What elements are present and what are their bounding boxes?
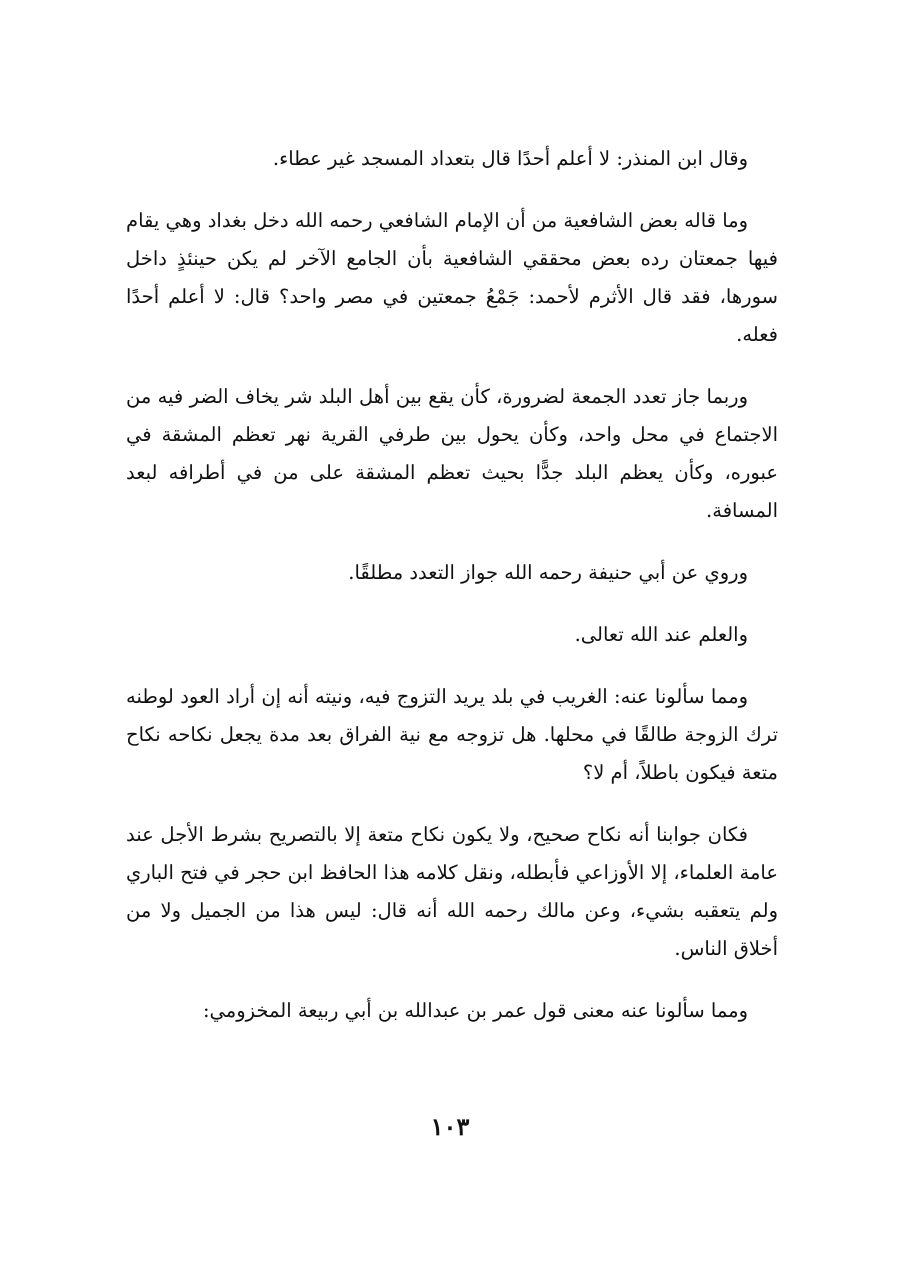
paragraph-allah-knows: والعلم عند الله تعالى. (574, 623, 748, 646)
page-number: ١٠٣ (430, 1112, 470, 1141)
paragraph-answer: فكان جوابنا أنه نكاح صحيح، ولا يكون نكاح متعة إلا بالتصريح بشرط الأجل عند عامة العلماء، إلا الأوزاعي فأبطله، ونقل كلامه هذا الحافظ ابن حجر في فتح الباري ولم يتعقبه بشيء، وعن مالك رحمه الله أنه قال: ليس هذا من الجميل ولا من أخلاق الناس. (126, 823, 778, 960)
paragraph-umar-question: ومما سألونا عنه معنى قول عمر بن عبدالله بن أبي ربيعة المخزومي: (202, 999, 748, 1022)
paragraph-stranger-question: ومما سألونا عنه: الغريب في بلد يريد التزوج فيه، ونيته أنه إن أراد العود لوطنه ترك الزوجة طالقًا في محلها. هل تزوجه مع نية الفراق بعد مدة يجعل نكاحه نكاح متعة فيكون باطلاً، أم لا؟ (126, 685, 778, 784)
paragraph-ibn-almundhir: وقال ابن المنذر: لا أعلم أحدًا قال بتعداد المسجد غير عطاء. (272, 147, 748, 170)
paragraph-shafii-baghdad: وما قاله بعض الشافعية من أن الإمام الشافعي رحمه الله دخل بغداد وهي يقام فيها جمعتان رده بعض محققي الشافعية بأن الجامع الآخر لم يكن حينئذٍ داخل سورها، فقد قال الأثرم لأحمد: جَمْعُ جمعتين في مصر واحد؟ قال: لا أعلم أحدًا فعله. (126, 209, 778, 346)
paragraph-necessity: وربما جاز تعدد الجمعة لضرورة، كأن يقع بين أهل البلد شر يخاف الضر فيه من الاجتماع في محل واحد، وكأن يحول بين طرفي القرية نهر تعظم المشقة في عبوره، وكأن يعظم البلد جدًّا بحيث تعظم المشقة على من في أطرافه لبعد المسافة. (126, 385, 778, 522)
paragraph-abu-hanifa: وروي عن أبي حنيفة رحمه الله جواز التعدد مطلقًا. (348, 561, 748, 584)
page-body (126, 140, 778, 1030)
